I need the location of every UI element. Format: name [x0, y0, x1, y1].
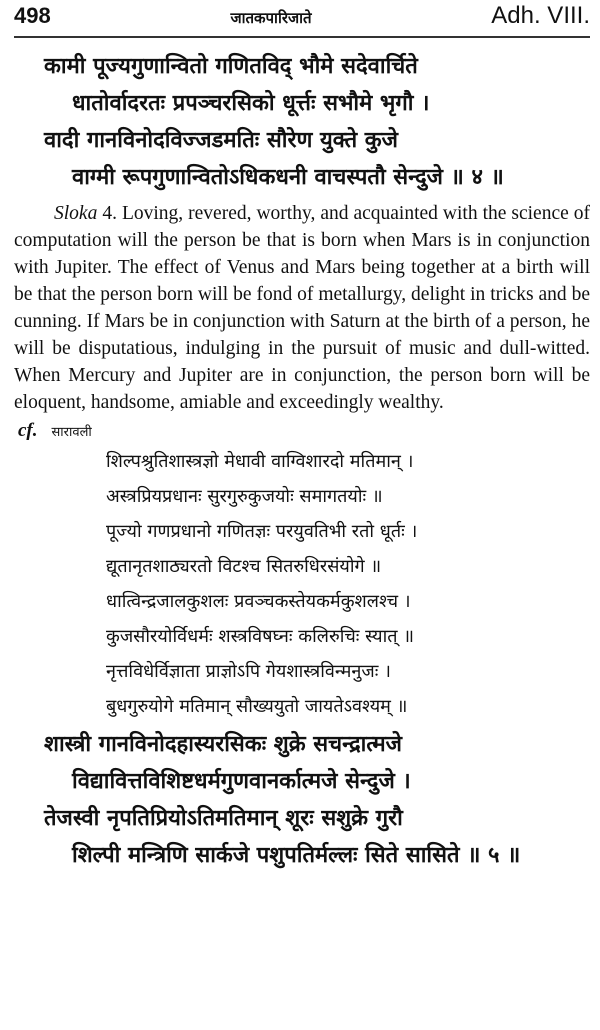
cf-line: नृत्तविधेर्विज्ञाता प्राज्ञोऽपि गेयशास्त्रविन्मनुजः । — [106, 661, 391, 682]
verse5-line: तेजस्वी नृपतिप्रियोऽतिमतिमान् शूरः सशुक्रे गुरौ — [44, 806, 403, 831]
translation-text: Loving, revered, worthy, and acquainted with the science of computation will the person be that is born when Mars is in conjunction with Jupiter. The effect of Venus and Mars being together at a birth will be that the person born will be fond of metallurgy, delight in tricks and be cunning. If Mars be in conjunction with Saturn at the birth of a person, he will be disputatious, indulging in the pursuit of music and dull-witted. When Mercury and Jupiter are in conjunction, the person born will be eloquent, handsome, amiable and exceedingly wealthy. — [14, 203, 591, 413]
cf-line: अस्त्रप्रियप्रधानः सुरगुरुकुजयोः समागतयोः ॥ — [106, 486, 383, 507]
verse4 — [14, 48, 590, 196]
verse4-line: वादी गानविनोदविज्जडमतिः सौरेण युक्ते कुजे — [44, 128, 398, 153]
verse5-line: विद्यावित्तविशिष्टधर्मगुणवानर्कात्मजे सेन्दुजे । — [72, 769, 411, 794]
verse5-line: शास्त्री गानविनोदहास्यरसिकः शुक्रे सचन्द्रात्मजे — [44, 732, 402, 757]
cf-verses — [14, 444, 590, 724]
cf-line: शिल्पश्रुतिशास्त्रज्ञो मेधावी वाग्विशारदो मतिमान् । — [106, 451, 414, 472]
cf-heading — [14, 420, 590, 444]
verse4-line: कामी पूज्यगुणान्वितो गणितविद् भौमे सदेवार्चिते — [44, 54, 418, 79]
cf-line: धात्विन्द्रजालकुशलः प्रवञ्चकस्तेयकर्मकुशलश्च । — [106, 591, 411, 612]
verse4-line: धातोर्वादरतः प्रपञ्चरसिको धूर्त्तः सभौमे भृगौ । — [72, 91, 430, 116]
translation-paragraph — [14, 200, 590, 416]
cf-line: द्यूतानृतशाठ्यरतो विटश्च सितरुधिरसंयोगे ॥ — [106, 556, 382, 577]
page-number: 498 — [14, 3, 51, 28]
cf-label: cf. — [18, 420, 38, 441]
sloka-number: 4. — [102, 203, 117, 224]
cf-source: सारावली — [51, 425, 92, 440]
verse5 — [14, 726, 590, 874]
header-rule — [14, 36, 590, 38]
verse4-line: वाग्मी रूपगुणान्वितोऽधिकधनी वाचस्पतौ सेन्दुजे ॥ ४ ॥ — [72, 165, 504, 190]
cf-line: पूज्यो गणप्रधानो गणितज्ञः परयुवतिभी रतो धूर्तः । — [106, 521, 418, 542]
page-header — [14, 0, 590, 32]
verse5-line: शिल्पी मन्त्रिणि सार्कजे पशुपतिर्मल्लः सिते सासिते ॥ ५ ॥ — [72, 843, 521, 868]
cf-line: बुधगुरुयोगे मतिमान् सौख्ययुतो जायतेऽवश्यम् ॥ — [106, 696, 408, 717]
running-title: जातकपारिजाते — [230, 9, 312, 27]
cf-line: कुजसौरयोर्विधर्मः शस्त्रविषघ्नः कलिरुचिः स्यात् ॥ — [106, 626, 415, 647]
chapter-label: Adh. VIII. — [491, 2, 590, 29]
sloka-label: Sloka — [54, 203, 98, 224]
